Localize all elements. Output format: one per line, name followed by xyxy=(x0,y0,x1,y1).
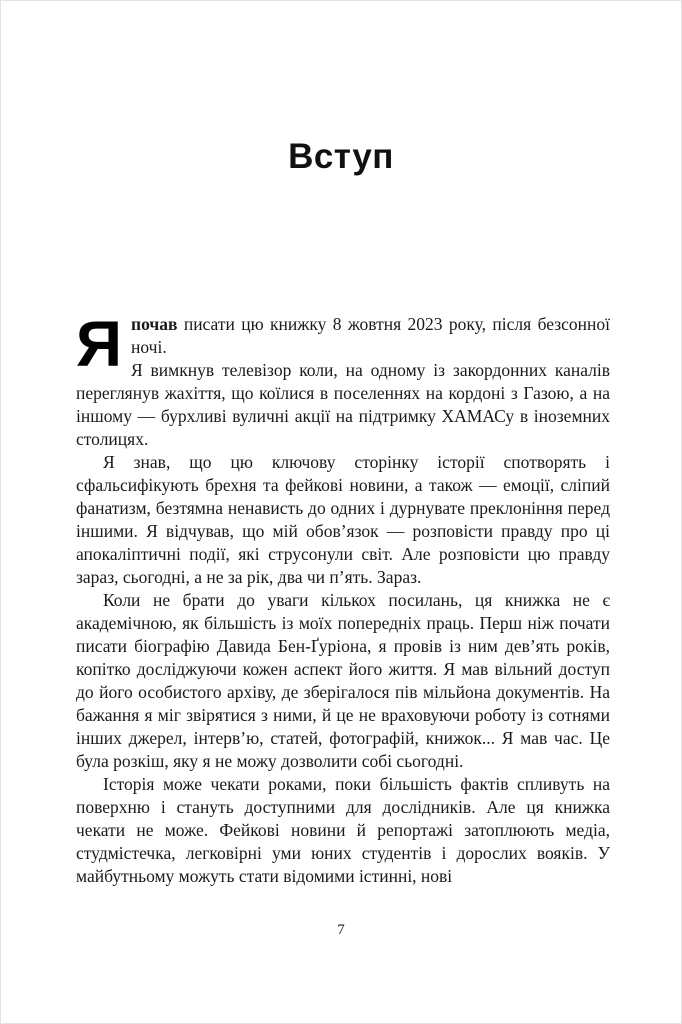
dropcap-letter: Я xyxy=(76,308,122,380)
body-text xyxy=(76,308,610,888)
lead-word: почав xyxy=(131,314,178,334)
paragraph-5: Історія може чекати роками, поки більшість фактів спливуть на поверхню і стануть доступними для дослідників. Але ця книжка чекати не може. Фейкові новини й репортажі затоплюють медіа, студмістечка, легковірні уми юних студентів і дорослих вояків. У майбутньому можуть стати відомими істинні, нові xyxy=(76,774,610,886)
paragraph-4: Коли не брати до уваги кількох посилань, ця книжка не є академічною, як більшість із моїх попередніх праць. Перш ніж почати писати біографію Давида Бен-Ґуріона, я провів із ним дев’ять років, копітко досліджуючи кожен аспект його життя. Я мав вільний доступ до його особистого архіву, де зберігалося пів мільйона документів. На бажання я міг звірятися з ними, й це не враховуючи роботу із сотнями інших джерел, інтерв’ю, статей, фотографій, книжок... Я мав час. Це була розкіш, яку я не можу дозволити собі сьогодні. xyxy=(76,590,610,771)
chapter-title: Вступ xyxy=(288,137,394,176)
paragraph-3: Я знав, що цю ключову сторінку історії спотворять і сфальсифікують брехня та фейкові новини, а також — емоції, сліпий фанатизм, безтямна ненависть до одних і дурнувате преклоніння перед іншими. Я відчував, що мій обов’язок — розповісти правду про ці апокаліптичні події, які струсонули світ. Але розповісти цю правду зараз, сьогодні, а не за рік, два чи п’ять. Зараз. xyxy=(76,452,610,587)
page-number: 7 xyxy=(337,922,345,938)
paragraph-1 xyxy=(76,313,610,359)
paragraph-1-text: писати цю книжку 8 жовтня 2023 року, після безсонної ночі. xyxy=(131,314,610,357)
paragraph-2: Я вимкнув телевізор коли, на одному із закордонних каналів переглянув жахіття, що коїлися в поселеннях на кордоні з Газою, а на іншому — бурхливі вуличні акції на підтримку ХАМАСу в іноземних столицях. xyxy=(76,360,610,449)
